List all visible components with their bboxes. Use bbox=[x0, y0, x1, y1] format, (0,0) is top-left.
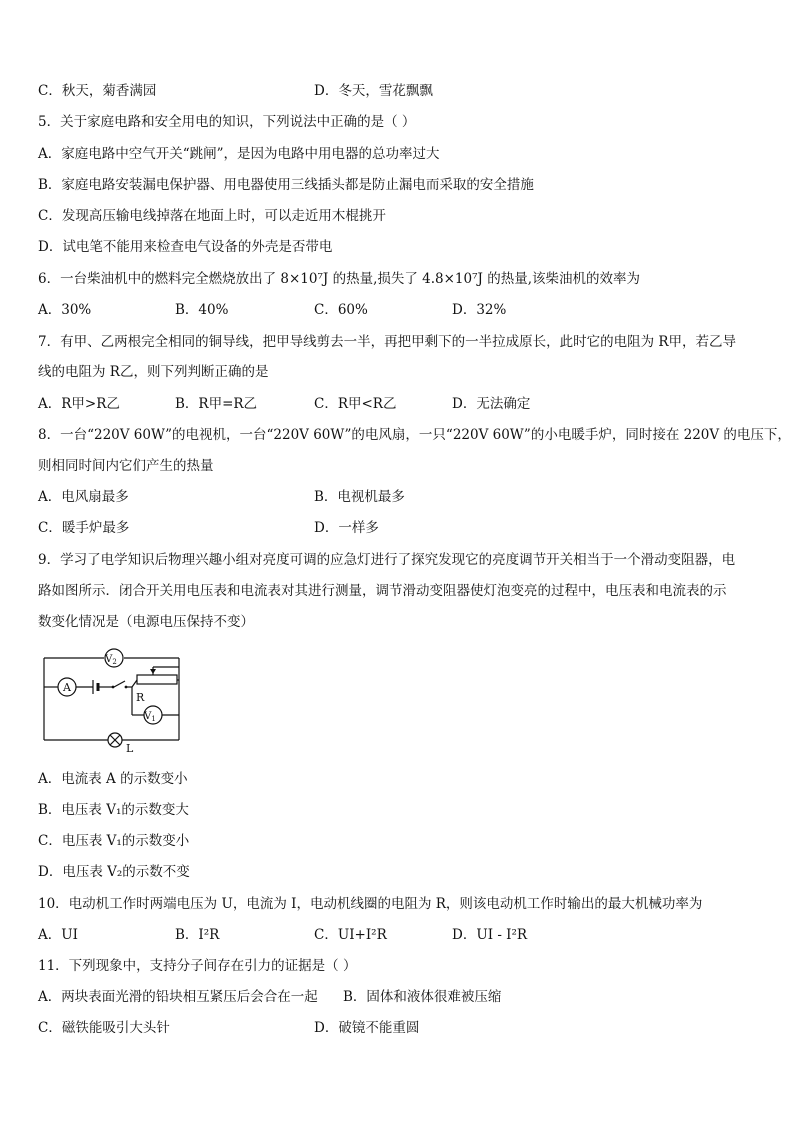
svg-text:V1 bbox=[143, 711, 156, 723]
option-a: A．两块表面光滑的铅块相互紧压后会合在一起 bbox=[38, 989, 318, 1005]
option-c: C．R甲<R乙 bbox=[314, 396, 397, 412]
option-b: B．I²R bbox=[175, 927, 220, 943]
q11-stem: 11．下列现象中，支持分子间存在引力的证据是（ ） bbox=[38, 958, 357, 974]
q10-stem: 10．电动机工作时两端电压为 U，电流为 I，电动机线圈的电阻为 R，则该电动机工作时输出的最大机械功率为 bbox=[38, 896, 703, 912]
option-d: D．一样多 bbox=[314, 520, 379, 536]
q8-stem-line1: 8．一台“220V 60W”的电视机，一台“220V 60W”的电风扇，一只“220V 60W”的小电暖手炉，同时接在 220V 的电压下， bbox=[38, 427, 791, 443]
option-b: B．固体和液体很难被压缩 bbox=[343, 989, 502, 1005]
q7-stem-line1: 7．有甲、乙两根完全相同的铜导线，把甲导线剪去一半，再把甲剩下的一半拉成原长，此时它的电阻为 R甲，若乙导 bbox=[38, 334, 737, 350]
q9-option-b: B．电压表 V₁的示数变大 bbox=[38, 802, 189, 818]
option-c: C．秋天，菊香满园 bbox=[38, 83, 157, 99]
q9-stem-line3: 数变化情况是（电源电压保持不变） bbox=[38, 614, 254, 630]
q5-option-a: A．家庭电路中空气开关“跳闸”，是因为电路中用电器的总功率过大 bbox=[38, 146, 440, 162]
q8-stem-line2: 则相同时间内它们产生的热量 bbox=[38, 458, 214, 474]
option-a: A．电风扇最多 bbox=[38, 489, 129, 505]
v2-subscript: 2 bbox=[112, 658, 117, 666]
circuit-diagram bbox=[36, 645, 188, 753]
q5-option-c: C．发现高压输电线掉落在地面上时，可以走近用木棍挑开 bbox=[38, 208, 386, 224]
q5-stem: 5．关于家庭电路和安全用电的知识，下列说法中正确的是（ ） bbox=[38, 114, 416, 130]
q9-option-a: A．电流表 A 的示数变小 bbox=[38, 771, 188, 787]
option-d: D．UI - I²R bbox=[452, 927, 528, 943]
v1-subscript: 1 bbox=[151, 715, 156, 723]
q8-options-ab bbox=[38, 488, 778, 506]
svg-text:V2 bbox=[104, 654, 117, 666]
option-a: A．R甲>R乙 bbox=[38, 396, 120, 412]
q7-stem-line2: 线的电阻为 R乙，则下列判断正确的是 bbox=[38, 364, 269, 380]
q6-options bbox=[38, 301, 778, 319]
q5-option-d: D．试电笔不能用来检查电气设备的外壳是否带电 bbox=[38, 239, 333, 255]
resistor-label: R bbox=[136, 691, 145, 704]
option-c: C．UI+I²R bbox=[314, 927, 387, 943]
option-d: D．无法确定 bbox=[452, 396, 531, 412]
ammeter-label: A bbox=[63, 681, 71, 694]
option-b: B．R甲=R乙 bbox=[175, 396, 258, 412]
q10-options bbox=[38, 926, 778, 944]
q11-options-ab bbox=[38, 988, 778, 1006]
q6-stem: 6．一台柴油机中的燃料完全燃烧放出了 8×10⁷J 的热量,损失了 4.8×10⁷J 的热量,该柴油机的效率为 bbox=[38, 271, 641, 287]
q9-stem-line1: 9．学习了电学知识后物理兴趣小组对亮度可调的应急灯进行了探究发现它的亮度调节开关相当于一个滑动变阻器，电 bbox=[38, 552, 736, 568]
v2-label: V bbox=[105, 654, 113, 665]
q9-stem-line2: 路如图所示．闭合开关用电压表和电流表对其进行测量，调节滑动变阻器使灯泡变亮的过程中，电压表和电流表的示 bbox=[38, 583, 727, 599]
q7-options bbox=[38, 395, 778, 413]
option-a: A．30% bbox=[38, 302, 92, 318]
option-c: C．60% bbox=[314, 302, 368, 318]
option-c: C．磁铁能吸引大头针 bbox=[38, 1020, 170, 1036]
q9-option-c: C．电压表 V₁的示数变小 bbox=[38, 833, 190, 849]
option-b: B．40% bbox=[175, 302, 229, 318]
q4-options-cd bbox=[38, 82, 778, 100]
option-d: D．破镜不能重圆 bbox=[314, 1020, 420, 1036]
q11-options-cd bbox=[38, 1019, 778, 1037]
option-d: D．冬天，雪花飘飘 bbox=[314, 83, 433, 99]
option-b: B．电视机最多 bbox=[314, 489, 405, 505]
option-c: C．暖手炉最多 bbox=[38, 520, 130, 536]
option-a: A．UI bbox=[38, 927, 78, 943]
q5-option-b: B．家庭电路安装漏电保护器、用电器使用三线插头都是防止漏电而采取的安全措施 bbox=[38, 177, 534, 193]
slider-arrow-icon bbox=[150, 669, 156, 674]
q8-options-cd bbox=[38, 519, 778, 537]
option-d: D．32% bbox=[452, 302, 507, 318]
q9-option-d: D．电压表 V₂的示数不变 bbox=[38, 864, 190, 880]
v1-label: V bbox=[144, 711, 152, 722]
lamp-label: L bbox=[126, 742, 134, 753]
